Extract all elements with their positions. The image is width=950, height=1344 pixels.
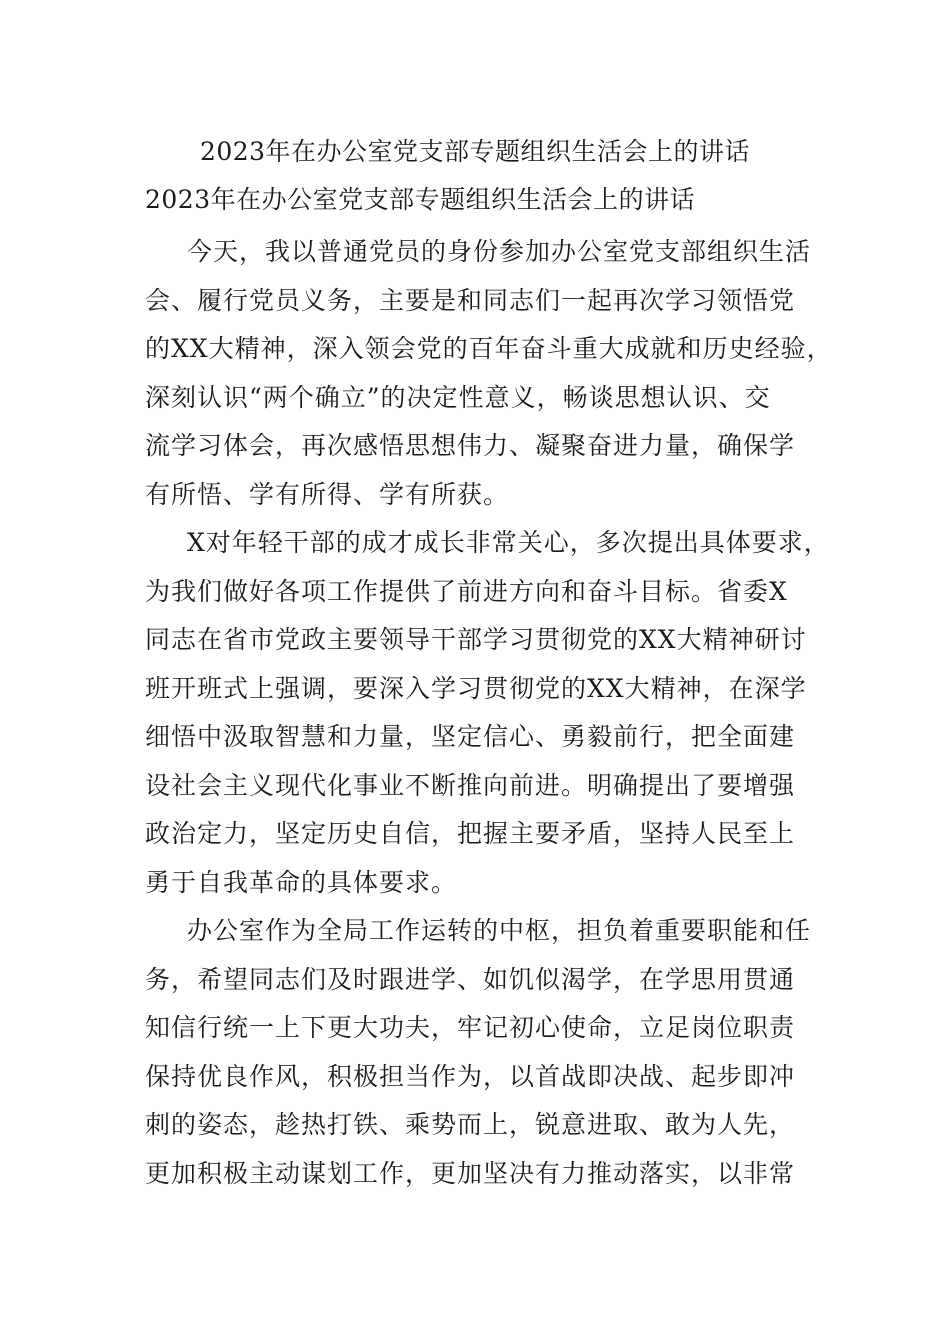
paragraph-line: 勇于自我革命的具体要求。 xyxy=(145,867,458,897)
paragraph-line: 知信行统一上下更大功夫，牢记初心使命，立足岗位职责 xyxy=(145,1013,796,1042)
paragraph-line: 今天，我以普通党员的身份参加办公室党支部组织生活 xyxy=(187,237,812,266)
paragraph-line: 务，希望同志们及时跟进学、如饥似渴学，在学思用贯通 xyxy=(145,964,796,994)
paragraph-line: 更加积极主动谋划工作，更加坚决有力推动落实，以非常 xyxy=(145,1158,796,1188)
paragraph-line: 设社会主义现代化事业不断推向前进。明确提出了要增强 xyxy=(145,770,796,800)
paragraph-3 xyxy=(145,907,835,1198)
paragraph-line: X对年轻干部的成才成长非常关心，多次提出具体要求， xyxy=(187,528,830,557)
paragraph-line: 刺的姿态，趁热打铁、乘势而上，锐意进取、敢为人先， xyxy=(145,1110,796,1139)
paragraph-line: 班开班式上强调，要深入学习贯彻党的XX大精神，在深学 xyxy=(145,673,807,703)
paragraph-line: 办公室作为全局工作运转的中枢，担负着重要职能和任 xyxy=(187,916,812,945)
paragraph-line: 深刻认识“两个确立”的决定性意义，畅谈思想认识、交 xyxy=(145,382,771,412)
paragraph-line: 有所悟、学有所得、学有所获。 xyxy=(145,479,510,509)
paragraph-line: 为我们做好各项工作提供了前进方向和奋斗目标。省委X xyxy=(145,576,788,606)
paragraph-line: 细悟中汲取智慧和力量，坚定信心、勇毅前行，把全面建 xyxy=(145,722,796,751)
paragraph-line: 政治定力，坚定历史自信，把握主要矛盾，坚持人民至上 xyxy=(145,819,796,848)
document-title: 2023年在办公室党支部专题组织生活会上的讲话 xyxy=(145,185,696,214)
paragraph-line: 保持优良作风，积极担当作为，以首战即决战、起步即冲 xyxy=(145,1061,796,1091)
paragraph-line: 会、履行党员义务，主要是和同志们一起再次学习领悟党 xyxy=(145,285,796,315)
paragraph-line: 流学习体会，再次感悟思想伟力、凝聚奋进力量，确保学 xyxy=(145,431,796,460)
document-body xyxy=(145,228,835,1198)
paragraph-line: 同志在省市党政主要领导干部学习贯彻党的XX大精神研讨 xyxy=(145,625,807,654)
document-title-centered: 2023年在办公室党支部专题组织生活会上的讲话 xyxy=(199,137,751,166)
paragraph-1 xyxy=(145,228,835,519)
paragraph-line: 的XX大精神，深入领会党的百年奋斗重大成就和历史经验， xyxy=(145,334,833,363)
paragraph-2 xyxy=(145,519,835,907)
